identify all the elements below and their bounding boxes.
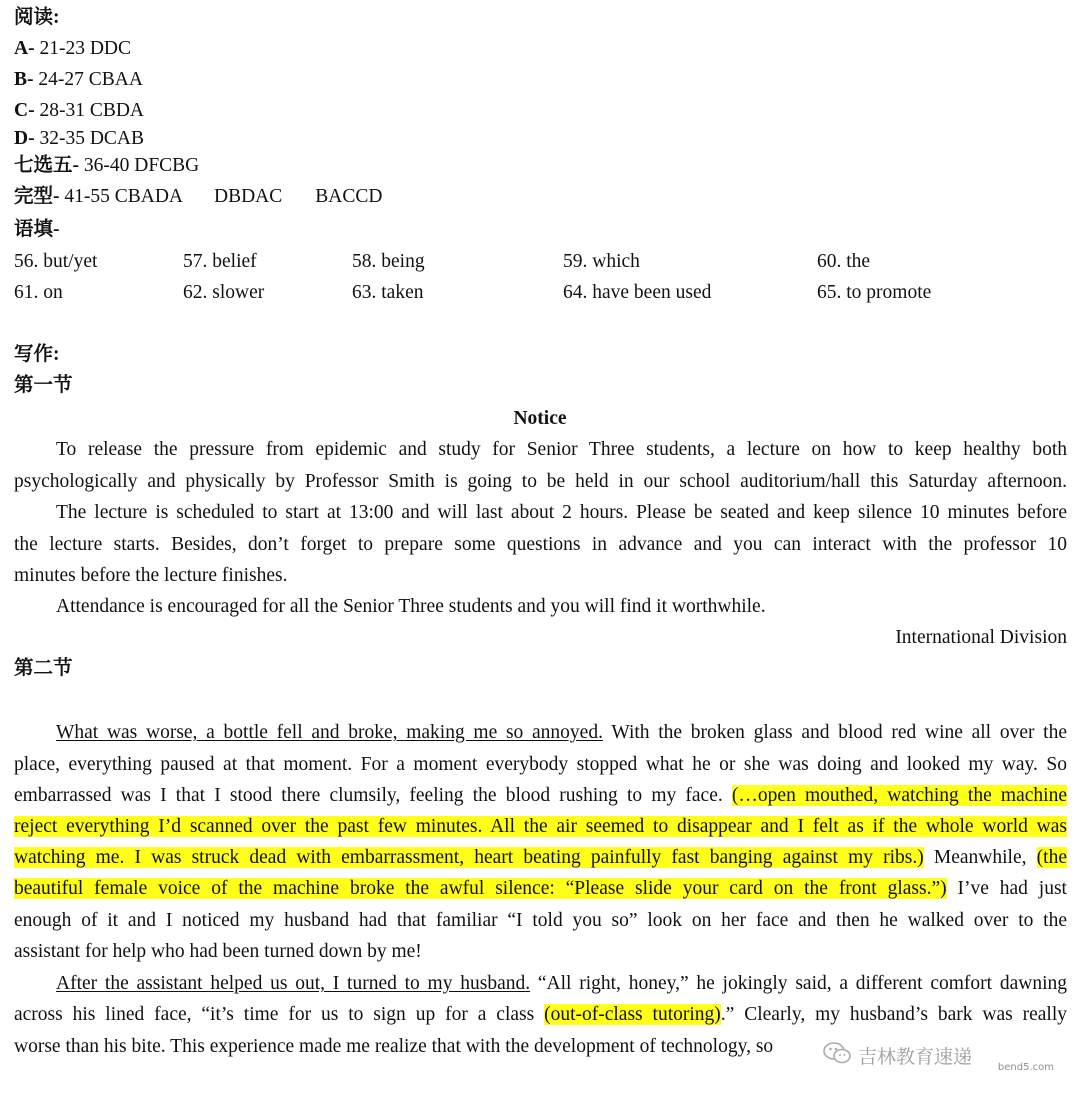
story-line-1 <box>14 721 1067 745</box>
row-value: 36-40 DFCBG <box>79 155 200 176</box>
story-line-7: enough of it and I noticed my husband had that familiar “I told you so” look on her face and then he walked over to the <box>14 910 1067 931</box>
row-label: B- <box>14 69 34 90</box>
underlined-sentence: After the assistant helped us out, I turned to my husband. <box>56 973 531 994</box>
section2-heading: 第二节 <box>14 658 73 679</box>
story-line-2: place, everything paused at that moment. For a moment everybody stopped what he or she was doing and looked my way. So <box>14 754 1067 775</box>
grammar-answer-57: 57. belief <box>183 251 257 272</box>
reading-row-c <box>14 99 144 123</box>
story-line-4 <box>14 815 1067 839</box>
story-text: across his lined face, “it’s time for us to sign up for a class <box>14 1004 545 1025</box>
highlighted-text: (…open mouthed, watching the machine <box>731 785 1067 806</box>
row-label: A- <box>14 38 35 59</box>
grammar-answer-62: 62. slower <box>183 282 265 303</box>
cloze-row <box>14 185 382 209</box>
grammar-answer-65: 65. to promote <box>817 282 932 303</box>
grammar-answer-63: 63. taken <box>352 282 424 303</box>
reading-heading: 阅读: <box>14 7 60 28</box>
story-text: With the broken glass and blood red wine all over the <box>602 722 1068 743</box>
story-line-11: worse than his bite. This experience made me realize that with the development of technology, so <box>14 1036 774 1057</box>
story-text: .” Clearly, my husband’s bark was really <box>720 1004 1067 1025</box>
highlighted-text: beautiful female voice of the machine broke the awful silence: “Please slide your card on the front glass.”) <box>14 878 947 899</box>
notice-p2-line1: The lecture is scheduled to start at 13:00 and will last about 2 hours. Please be seated and keep silence 10 minutes before <box>56 502 1067 523</box>
row-label: C- <box>14 100 35 121</box>
row-value: 28-31 CBDA <box>34 100 144 121</box>
story-text: embarrassed was I that I stood there clumsily, feeling the blood rushing to my face. <box>14 785 732 806</box>
notice-p2-line3: minutes before the lecture finishes. <box>14 565 288 586</box>
grammar-answer-61: 61. on <box>14 282 63 303</box>
writing-heading: 写作: <box>14 344 60 365</box>
underlined-sentence: What was worse, a bottle fell and broke, making me so annoyed. <box>56 722 603 743</box>
story-line-3 <box>14 784 1067 808</box>
cloze-group-3: BACCD <box>315 186 383 207</box>
grammar-heading: 语填- <box>14 219 60 240</box>
row-label: D- <box>14 128 35 149</box>
grammar-answer-60: 60. the <box>817 251 871 272</box>
story-text: Meanwhile, <box>923 847 1037 868</box>
highlighted-text: watching me. I was struck dead with embarrassment, heart beating painfully fast banging against my ribs.) <box>14 847 924 868</box>
highlighted-text: (out-of-class tutoring) <box>544 1004 721 1025</box>
row-value: 32-35 DCAB <box>34 128 144 149</box>
story-text: “All right, honey,” he jokingly said, a different comfort dawning <box>530 973 1067 994</box>
watermark-site: bend5.com <box>997 1062 1054 1073</box>
reading-row-a <box>14 37 131 61</box>
grammar-answer-58: 58. being <box>352 251 425 272</box>
grammar-answer-64: 64. have been used <box>563 282 712 303</box>
watermark <box>822 1030 1062 1080</box>
story-line-10 <box>14 1003 1067 1027</box>
notice-signature: International Division <box>895 627 1067 648</box>
highlighted-text: (the <box>1036 847 1067 868</box>
story-line-9 <box>14 972 1067 996</box>
row-label: 七选五- <box>14 155 79 176</box>
cloze-group-1: 41-55 CBADA <box>59 186 184 207</box>
reading-row-seven <box>14 154 199 178</box>
wechat-icon <box>822 1040 852 1071</box>
notice-p2-line2: the lecture starts. Besides, don’t forget to prepare some questions in advance and you can interact with the professor 10 <box>14 534 1067 555</box>
story-line-6 <box>14 877 1067 901</box>
cloze-group-2: DBDAC <box>214 186 283 207</box>
notice-title: Notice <box>513 408 567 429</box>
notice-p3: Attendance is encouraged for all the Senior Three students and you will find it worthwhile. <box>56 596 766 617</box>
grammar-answer-56: 56. but/yet <box>14 251 98 272</box>
story-text: I’ve had just <box>946 878 1067 899</box>
notice-p1-line2: psychologically and physically by Professor Smith is going to be held in our school auditorium/hall this Saturday afternoon. <box>14 471 1067 492</box>
section1-heading: 第一节 <box>14 375 73 396</box>
story-line-5 <box>14 846 1067 870</box>
reading-row-b <box>14 68 143 92</box>
story-line-8: assistant for help who had been turned down by me! <box>14 941 422 962</box>
highlighted-text: reject everything I’d scanned over the past few minutes. All the air seemed to disappear and I felt as if the whole world was <box>14 816 1067 837</box>
watermark-text: 吉林教育速递 <box>858 1045 973 1068</box>
grammar-answer-59: 59. which <box>563 251 640 272</box>
notice-p1-line1: To release the pressure from epidemic and study for Senior Three students, a lecture on how to keep healthy both <box>56 439 1067 460</box>
row-value: 21-23 DDC <box>34 38 131 59</box>
row-value: 24-27 CBAA <box>33 69 143 90</box>
cloze-label: 完型- <box>14 186 60 207</box>
reading-row-d <box>14 127 144 151</box>
